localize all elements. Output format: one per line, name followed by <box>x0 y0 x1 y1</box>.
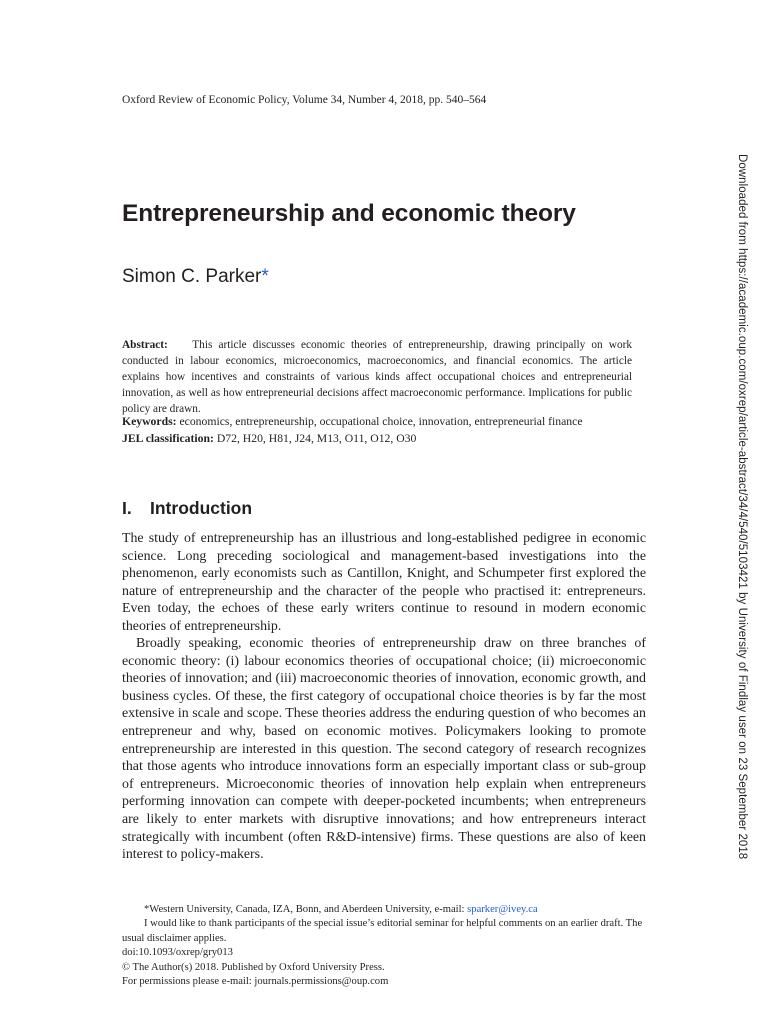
permissions-line: For permissions please e-mail: journals.permissions@oup.com <box>122 976 389 988</box>
author-name: Simon C. Parker <box>122 266 262 287</box>
keywords-label: Keywords: <box>122 415 177 428</box>
jel-label: JEL classification: <box>122 432 214 445</box>
copyright-line: © The Author(s) 2018. Published by Oxford University Press. <box>122 961 385 973</box>
section-number: I. <box>122 498 132 518</box>
affiliation-text: *Western University, Canada, IZA, Bonn, and Aberdeen University, e-mail: <box>144 904 468 915</box>
body-paragraph: Broadly speaking, economic theories of entrepreneurship draw on three branches of economic theory: (i) labour economics theories of occupational choice; (ii) microeconomic theories of innovation; and (iii) macroeconomic theories of innovation, economic growth, and business cycles. Of these, the first category of occupational choice theories is by far the most extensive in scale and scope. These theories address the enduring question of who becomes an entrepreneur and why, based on economic motives. Policymakers looking to promote entrepreneurship are interested in this question. The second category of research recognizes that those agents who introduce innovations form an especially important class or sub-group of entrepreneurs. Microeconomic theories of innovation help explain when entrepreneurs performing innovation can compete with deeper-pocketed incumbents; when entrepreneurs are likely to enter markets with disruptive innovations; and how entrepreneurs interact strategically with incumbent (often R&D-intensive) firms. These questions are also of keen interest to policy-makers. <box>122 636 646 863</box>
keywords-text: economics, entrepreneurship, occupational choice, innovation, entrepreneurial finance <box>179 415 583 428</box>
abstract-text: This article discusses economic theories of entrepreneurship, drawing principally on work conducted in labour economics, microeconomics, macroeconomics, and financial economics. The article explains how incentives and constraints of various kinds affect occupational choices and entrepreneurial innovation, as well as how entrepreneurial decisions affect macroeconomic performance. Implications for public policy are drawn. <box>122 339 633 415</box>
body-paragraph: The study of entrepreneurship has an illustrious and long-established pedigree in economic science. Long preceding sociological and management-based investigations into the phenomenon, early economists such as Cantillon, Knight, and Schumpeter first explored the nature of entrepreneurship and the character of the people who practised it: entrepreneurs. Even today, the echoes of these early writers continue to resound in modern economic theories of entrepreneurship. <box>122 531 646 634</box>
abstract-label: Abstract: <box>122 339 168 351</box>
journal-citation-header: Oxford Review of Economic Policy, Volume 34, Number 4, 2018, pp. 540–564 <box>122 94 487 106</box>
article-title: Entrepreneurship and economic theory <box>122 200 576 227</box>
author-footnote-marker[interactable]: * <box>261 266 269 287</box>
doi-line: doi:10.1093/oxrep/gry013 <box>122 947 233 959</box>
author-email-link[interactable]: sparker@ivey.ca <box>467 904 538 915</box>
jel-classification <box>122 432 416 445</box>
footnotes <box>122 903 646 989</box>
section-title: Introduction <box>150 498 253 518</box>
download-stamp: Downloaded from https://academic.oup.com/oxrep/article-abstract/34/4/540/5103421 by University of Findlay user on 23 September 2018 <box>736 154 748 860</box>
section-heading <box>122 498 252 519</box>
jel-codes: D72, H20, H81, J24, M13, O11, O12, O30 <box>216 432 417 445</box>
affiliation-footnote <box>122 903 646 917</box>
author-line <box>122 266 269 288</box>
acknowledgement-footnote: I would like to thank participants of the special issue’s editorial seminar for helpful comments on an earlier draft. The usual disclaimer applies. <box>122 918 643 944</box>
abstract <box>122 337 632 417</box>
keywords <box>122 415 583 428</box>
